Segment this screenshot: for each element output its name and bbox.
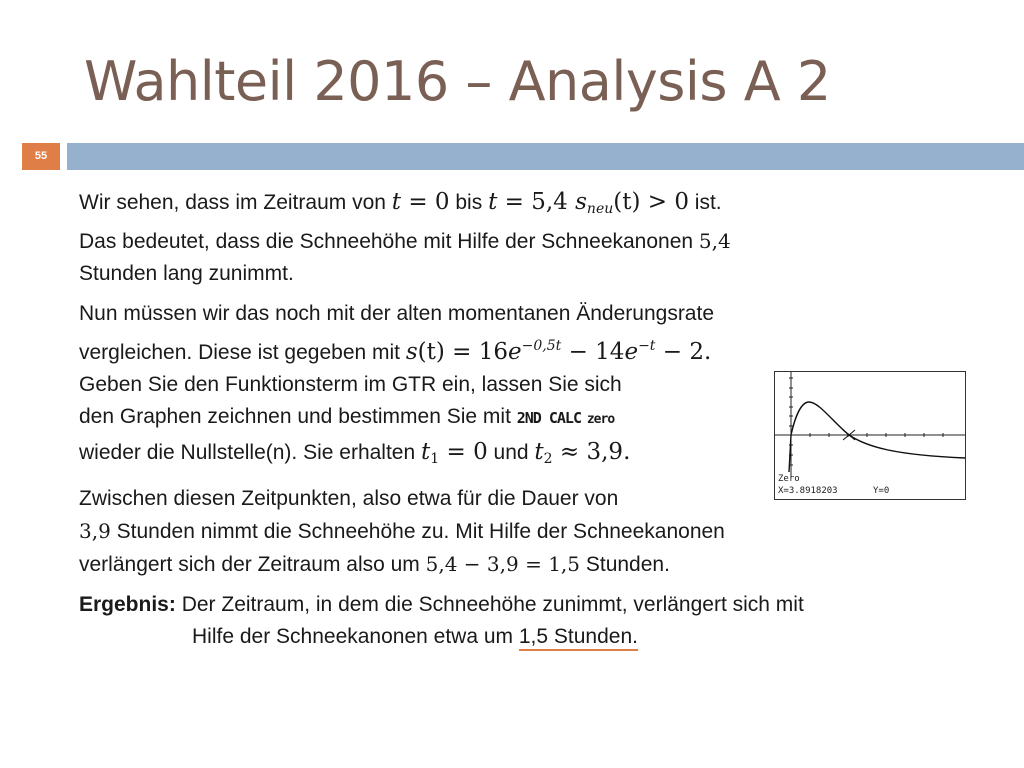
function-curve <box>791 402 965 458</box>
paragraph-1 <box>79 186 979 290</box>
text: vergleichen. Diese ist gegeben mit <box>79 341 406 364</box>
result-highlight: 1,5 Stunden. <box>519 625 638 651</box>
calc-key-label: 2ND CALC <box>516 409 581 427</box>
text: bis <box>449 191 489 214</box>
calc-key-label: zero <box>586 412 615 427</box>
calculator-graph <box>775 372 965 499</box>
math: 5,4 <box>698 229 731 253</box>
math-sup: −t <box>638 338 656 354</box>
math-var: t <box>421 439 431 465</box>
text: Das bedeutet, dass die Schneehöhe mit Hilfe der Schneekanonen <box>79 230 699 253</box>
text: Wir sehen, dass im Zeitraum von <box>79 191 392 214</box>
math-sup: −0,5t <box>521 338 562 354</box>
math: 3,9 <box>79 519 111 543</box>
result-label: Ergebnis: <box>79 593 176 616</box>
math-sub: neu <box>586 201 614 217</box>
calc-mode-label: Zero <box>778 474 800 484</box>
math-var: s <box>575 189 587 215</box>
text: Stunden nimmt die Schneehöhe zu. Mit Hilfe der Schneekanonen <box>110 520 725 543</box>
math: 5,4 − 3,9 = 1,5 <box>425 552 581 576</box>
header-bar <box>67 143 1024 170</box>
math: (t) = 16 <box>417 339 509 365</box>
text: Nun müssen wir das noch mit der alten momentanen Änderungsrate <box>79 302 715 325</box>
calc-y-readout: Y=0 <box>873 486 890 496</box>
text: ist. <box>688 191 722 214</box>
math-sub: 1 <box>430 451 440 467</box>
math-var: s <box>405 339 418 365</box>
math: = 0 <box>439 439 488 465</box>
math-var: t <box>488 189 498 215</box>
calc-x-readout: X=3.8918203 <box>778 486 838 496</box>
math-var: t <box>391 189 402 215</box>
text: verlängert sich der Zeitraum also um <box>79 553 426 576</box>
math-sub: 2 <box>543 451 553 467</box>
math: (t) > 0 <box>613 189 689 215</box>
text: wieder die Nullstelle(n). Sie erhalten <box>79 441 421 464</box>
math: − 14 <box>561 339 625 365</box>
text: Hilfe der Schneekanonen etwa um <box>192 625 519 648</box>
math: = 0 <box>401 189 450 215</box>
math: ≈ 3,9. <box>552 439 631 465</box>
slide-title: Wahlteil 2016 – Analysis A 2 <box>84 50 831 113</box>
math: − 2. <box>655 339 712 365</box>
text: Zwischen diesen Zeitpunkten, also etwa für die Dauer von <box>79 487 619 510</box>
math: = 5,4 <box>497 189 576 215</box>
calculator-graph-screenshot <box>774 371 966 500</box>
text: Stunden lang zunimmt. <box>79 262 294 285</box>
math-var: e <box>624 339 639 365</box>
slide-number: 55 <box>22 143 60 170</box>
result-paragraph <box>79 589 979 653</box>
text: Geben Sie den Funktionsterm im GTR ein, lassen Sie sich <box>79 373 622 396</box>
text: Stunden. <box>580 553 670 576</box>
math-var: t <box>534 439 544 465</box>
text: Der Zeitraum, in dem die Schneehöhe zunimmt, verlängert sich mit <box>175 593 804 616</box>
text: und <box>487 441 535 464</box>
math-var: e <box>508 339 522 365</box>
text: den Graphen zeichnen und bestimmen Sie mit <box>79 405 517 428</box>
